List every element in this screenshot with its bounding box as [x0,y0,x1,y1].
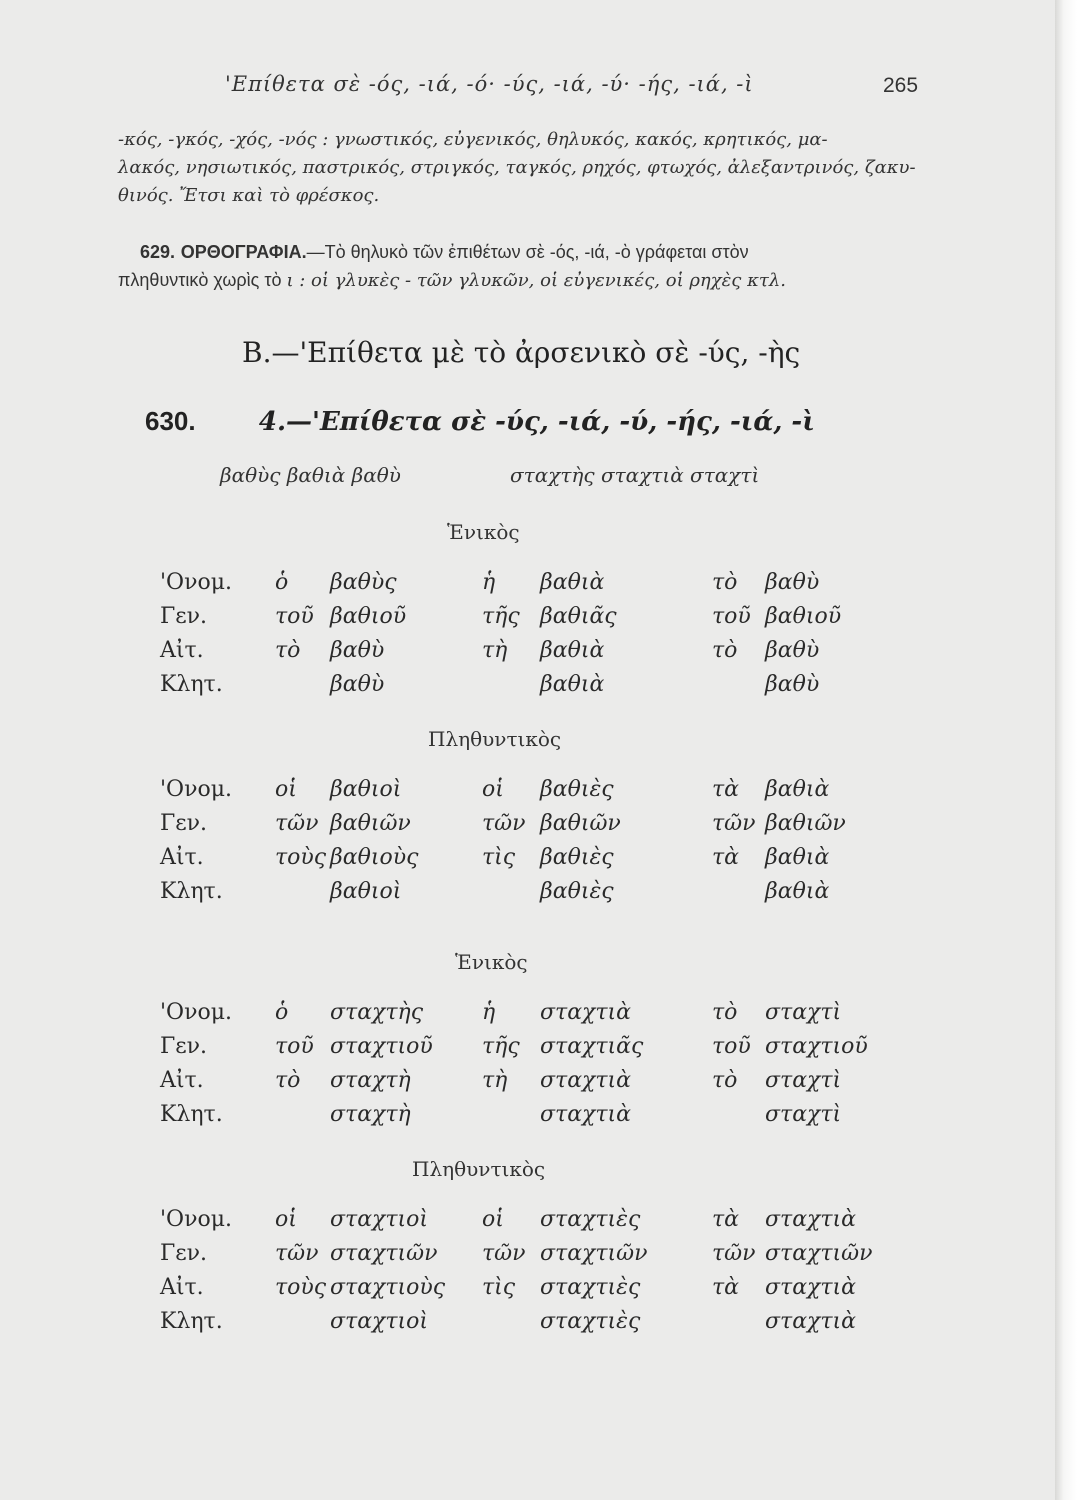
declension-heading [145,406,815,437]
adjective-form: βαθιὲς [540,845,614,870]
article: τῶν [482,811,526,836]
declension-row [0,1102,1000,1136]
adjective-form: σταχτὴς [330,1000,424,1025]
case-label: 'Ονομ. [160,1207,232,1232]
adjective-form: σταχτιᾶς [540,1034,644,1059]
article: τοὺς [275,845,327,870]
case-label: 'Ονομ. [160,777,232,802]
adjective-form: βαθιοῦ [330,604,407,629]
article: τὰ [712,1275,740,1300]
declension-row [0,672,1000,706]
section-title: B.—'Επίθετα μὲ τὸ ἀρσενικὸ σὲ -ύς, -ὴς [242,336,801,369]
headwords-bathys: βαθὺς βαθιὰ βαθὺ [220,463,401,487]
article: τὸ [712,638,738,663]
adjective-form: σταχτιῶν [765,1241,873,1266]
article: οἱ [482,777,504,802]
case-label: Αἰτ. [160,638,204,663]
article: τοῦ [275,604,314,629]
adjective-form: σταχτὴ [330,1068,411,1093]
adjective-form: σταχτιὰ [765,1309,857,1334]
adjective-form: σταχτιὲς [540,1309,641,1334]
adjective-form: σταχτιῶν [540,1241,648,1266]
adjective-form: σταχτιὰ [540,1102,632,1127]
declension-row [0,1207,1000,1241]
adjective-form: σταχτιοὶ [330,1309,429,1334]
note-number: 629. [140,242,176,262]
adjective-form: βαθὺ [765,672,820,697]
adjective-form: βαθιοὺς [330,845,419,870]
article: τῶν [275,811,319,836]
adjective-form: βαθὺς [330,570,397,595]
case-label: 'Ονομ. [160,570,232,595]
adjective-form: βαθιοὶ [330,777,402,802]
adjective-form: βαθὺ [330,672,385,697]
case-label: Γεν. [160,1241,208,1266]
adjective-form: βαθιᾶς [540,604,617,629]
declension-row [0,1000,1000,1034]
number-heading: Ἑνικὸς [447,520,520,544]
article: τὰ [712,845,740,870]
note-text-line1: —Τὸ θηλυκὸ τῶν ἐπιθέτων σὲ -ός, -ιά, -ὸ γράφεται στὸν [306,242,749,262]
article: τὴ [482,638,508,663]
intro-paragraph [118,126,918,210]
declension-row [0,879,1000,913]
article: ὁ [275,570,289,595]
article: τὶς [482,845,516,870]
note-text-line2a: πληθυντικὸ χωρὶς τὸ [118,270,287,290]
article: τὸ [275,1068,301,1093]
declension-row [0,1309,1000,1343]
adjective-form: βαθιὰ [540,672,605,697]
case-label: Κλητ. [160,1309,223,1334]
adjective-form: βαθιῶν [765,811,846,836]
case-label: Αἰτ. [160,1068,204,1093]
adjective-form: σταχτιὰ [540,1000,632,1025]
article: οἱ [482,1207,504,1232]
article: τὰ [712,1207,740,1232]
adjective-form: σταχτιὲς [540,1207,641,1232]
adjective-form: βαθιὰ [765,777,830,802]
declension-row [0,1275,1000,1309]
case-label: 'Ονομ. [160,1000,232,1025]
adjective-form: βαθιῶν [330,811,411,836]
adjective-form: σταχτὶ [765,1000,842,1025]
article: ἡ [482,570,496,595]
adjective-form: βαθιὰ [540,638,605,663]
adjective-form: σταχτὶ [765,1068,842,1093]
article: τῶν [712,1241,756,1266]
adjective-form: σταχτιὲς [540,1275,641,1300]
declension-row [0,777,1000,811]
case-label: Γεν. [160,604,208,629]
number-heading: Πληθυντικὸς [412,1157,546,1181]
case-label: Κλητ. [160,1102,223,1127]
declension-row [0,604,1000,638]
case-label: Κλητ. [160,672,223,697]
adjective-form: σταχτιοῦ [330,1034,433,1059]
adjective-form: βαθὺ [330,638,385,663]
adjective-form: σταχτὴ [330,1102,411,1127]
article: τὰ [712,777,740,802]
article: τῶν [275,1241,319,1266]
article: τοῦ [712,604,751,629]
intro-line: -κός, -γκός, -χός, -νός : γνωστικός, εὐγενικός, θηλυκός, κακός, κρητικός, μα- [118,129,828,150]
case-label: Κλητ. [160,879,223,904]
intro-line: λακός, νησιωτικός, παστρικός, στριγκός, ταγκός, ρηχός, φτωχός, ἀλεξαντρινός, ζακυ- [118,157,916,178]
running-head: 'Επίθετα σὲ -ός, -ιά, -ό· -ύς, -ιά, -ύ· -ής, -ιά, -ὶ [225,72,754,96]
article: οἱ [275,1207,297,1232]
adjective-form: σταχτιοὶ [330,1207,429,1232]
adjective-form: σταχτιὰ [765,1275,857,1300]
number-heading: Ἑνικὸς [455,950,528,974]
case-label: Γεν. [160,1034,208,1059]
article: τοῦ [712,1034,751,1059]
adjective-form: σταχτιὰ [540,1068,632,1093]
adjective-form: σταχτιοῦ [765,1034,868,1059]
adjective-form: βαθὺ [765,638,820,663]
declension-number: 630. [145,406,196,436]
article: οἱ [275,777,297,802]
page-number: 265 [883,74,919,97]
case-label: Γεν. [160,811,208,836]
adjective-form: βαθιοὶ [330,879,402,904]
adjective-form: σταχτὶ [765,1102,842,1127]
article: τῆς [482,604,520,629]
note-text-line2b: ι : οἱ γλυκὲς - τῶν γλυκῶν, οἱ εὐγενικές, οἱ ρηχὲς κτλ. [286,270,786,291]
declension-row [0,1241,1000,1275]
article: τὴ [482,1068,508,1093]
headwords-staxtis: σταχτὴς σταχτιὰ σταχτὶ [510,463,760,487]
declension-row [0,1034,1000,1068]
orthography-note [118,238,940,294]
note-label: ΟΡΘΟΓΡΑΦΙΑ. [180,242,307,262]
intro-line: θινός. Ἔτσι καὶ τὸ φρέσκος. [118,185,380,206]
declension-row [0,1068,1000,1102]
case-label: Αἰτ. [160,845,204,870]
declension-row [0,811,1000,845]
adjective-form: σταχτιῶν [330,1241,438,1266]
article: τῶν [712,811,756,836]
article: ἡ [482,1000,496,1025]
number-heading: Πληθυντικὸς [428,727,562,751]
declension-row [0,570,1000,604]
article: τοὺς [275,1275,327,1300]
article: τὸ [712,1000,738,1025]
article: τοῦ [275,1034,314,1059]
adjective-form: βαθιοῦ [765,604,842,629]
adjective-form: βαθιὰ [765,845,830,870]
page-edge [1055,0,1077,1500]
adjective-form: βαθιὲς [540,879,614,904]
article: τὸ [712,1068,738,1093]
adjective-form: σταχτιὰ [765,1207,857,1232]
case-label: Αἰτ. [160,1275,204,1300]
declension-row [0,638,1000,672]
article: ὁ [275,1000,289,1025]
declension-title: 4.—'Επίθετα σὲ -ύς, -ιά, -ύ, -ής, -ιά, -ὶ [258,407,815,437]
adjective-form: βαθιὰ [540,570,605,595]
article: τῆς [482,1034,520,1059]
adjective-form: βαθιῶν [540,811,621,836]
adjective-form: βαθιὰ [765,879,830,904]
declension-row [0,845,1000,879]
adjective-form: σταχτιοὺς [330,1275,446,1300]
adjective-form: βαθὺ [765,570,820,595]
adjective-form: βαθιὲς [540,777,614,802]
article: τῶν [482,1241,526,1266]
article: τὶς [482,1275,516,1300]
article: τὸ [712,570,738,595]
article: τὸ [275,638,301,663]
